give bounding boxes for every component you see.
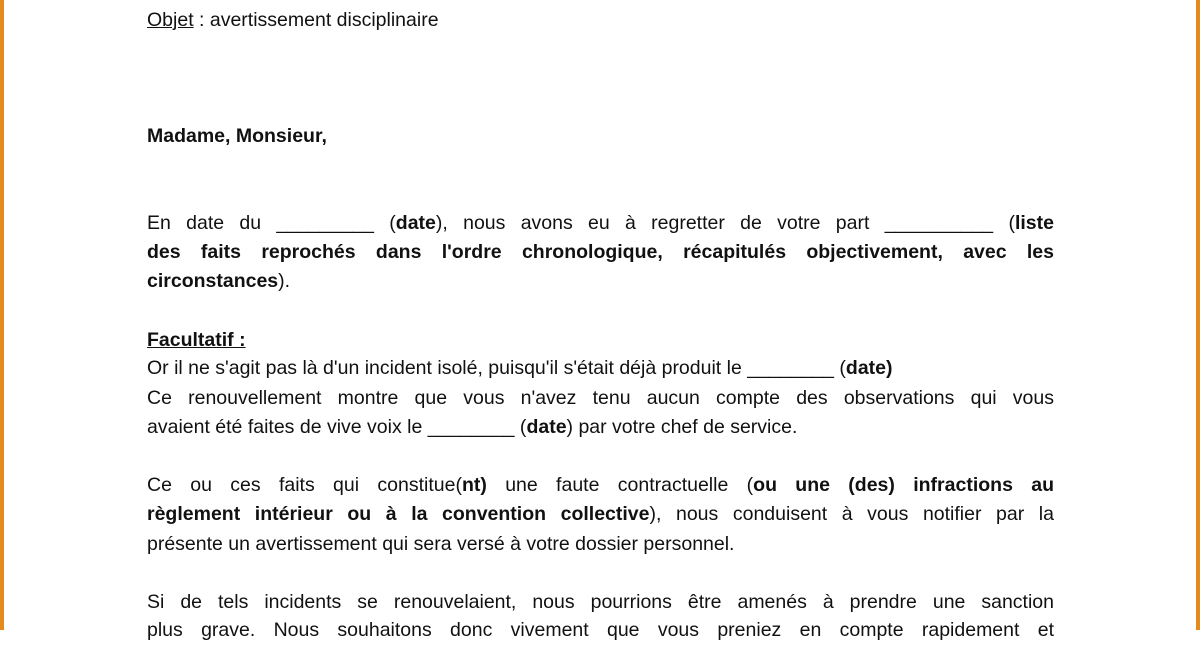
optional-line2: Ce renouvellement montre que vous n'avez tenu aucun compte des observations qui vous bbox=[147, 387, 1054, 409]
blank-field: _________ bbox=[276, 212, 374, 234]
letter-page bbox=[147, 0, 1054, 641]
optional-heading: Facultatif : bbox=[147, 329, 246, 351]
page-border-left bbox=[0, 0, 4, 630]
blank-field: ________ bbox=[747, 357, 834, 379]
optional-line1: Or il ne s'agit pas là d'un incident isolé, puisqu'il s'était déjà produit le ________ (date) bbox=[147, 357, 893, 379]
paragraph1-line2: des faits reprochés dans l'ordre chronologique, récapitulés objectivement, avec les bbox=[147, 241, 1054, 263]
subject-text: : avertissement disciplinaire bbox=[193, 9, 439, 31]
paragraph1-line3: circonstances). bbox=[147, 270, 291, 292]
subject-line bbox=[147, 6, 439, 35]
paragraph3-line2: règlement intérieur ou à la convention collective), nous conduisent à vous notifier par la bbox=[147, 503, 1054, 525]
subject-label: Objet bbox=[147, 9, 194, 31]
page-border-right bbox=[1196, 0, 1200, 630]
salutation: Madame, Monsieur, bbox=[147, 125, 327, 147]
blank-field: __________ bbox=[884, 212, 994, 234]
paragraph4-line1: Si de tels incidents se renouvelaient, nous pourrions être amenés à prendre une sanction bbox=[147, 591, 1054, 613]
blank-field: ________ bbox=[427, 416, 515, 438]
paragraph3-line1: Ce ou ces faits qui constitue(nt) une faute contractuelle (ou une (des) infractions au bbox=[147, 474, 1054, 496]
paragraph1-line1: En date du _________ (date), nous avons eu à regretter de votre part __________ (liste bbox=[147, 212, 1054, 234]
paragraph4-line2: plus grave. Nous souhaitons donc vivement que vous preniez en compte rapidement et bbox=[147, 619, 1054, 641]
optional-line3: avaient été faites de vive voix le ________ (date) par votre chef de service. bbox=[147, 416, 798, 438]
paragraph3-line3: présente un avertissement qui sera versé à votre dossier personnel. bbox=[147, 533, 735, 555]
